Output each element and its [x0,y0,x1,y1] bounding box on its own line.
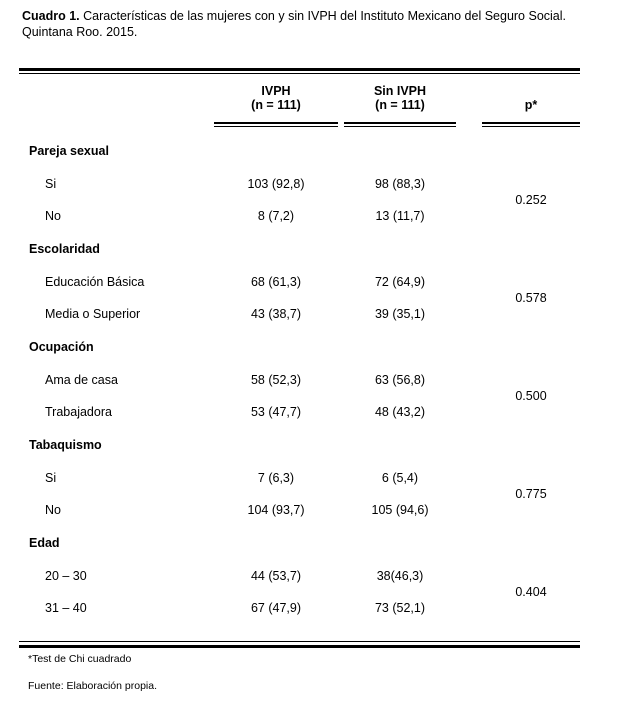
cell-ivph: 53 (47,7) [250,405,302,419]
cell-ivph: 58 (52,3) [250,373,302,387]
underline-p [482,122,580,127]
column-header-ivph-line2: (n = 111) [251,98,301,112]
cell-ivph: 67 (47,9) [250,601,302,615]
table-caption [22,8,612,40]
section-header: Pareja sexual [29,144,109,158]
cell-p-value: 0.578 [515,291,547,305]
cell-p-value: 0.252 [515,193,547,207]
cell-sin-ivph: 72 (64,9) [374,275,426,289]
row-label: Si [45,471,57,485]
column-header-sin-ivph-line2: (n = 111) [375,98,425,112]
cell-sin-ivph: 48 (43,2) [374,405,426,419]
section-edad [19,526,580,624]
section-pareja-sexual [19,134,580,232]
caption-text: Características de las mujeres con y sin IVPH del Instituto Mexicano del Seguro Social. [83,9,567,23]
cell-ivph: 103 (92,8) [247,177,305,191]
cell-sin-ivph: 105 (94,6) [371,503,429,517]
cell-sin-ivph: 13 (11,7) [375,209,425,223]
table-header-row [19,74,580,122]
caption-line2: Quintana Roo. 2015. [22,25,138,39]
caption-label: Cuadro 1. [22,9,80,23]
row-label: Si [45,177,57,191]
cell-ivph: 104 (93,7) [247,503,305,517]
statistics-table [19,68,580,648]
cell-sin-ivph: 63 (56,8) [374,373,426,387]
section-header: Tabaquismo [29,438,102,452]
caption-line1 [22,8,612,24]
section-escolaridad [19,232,580,330]
table-bottom-rule [19,641,580,648]
footnote-test: *Test de Chi cuadrado [28,653,132,665]
row-label: No [45,503,61,517]
row-label: Educación Básica [45,275,145,289]
cell-p-value: 0.775 [515,487,547,501]
row-label: Trabajadora [45,405,112,419]
column-header-ivph-line1: IVPH [261,84,291,98]
cell-ivph: 44 (53,7) [250,569,302,583]
row-label: No [45,209,61,223]
cell-sin-ivph: 98 (88,3) [374,177,426,191]
underline-sin-ivph [344,122,456,127]
column-header-sin-ivph [344,74,456,122]
header-underline-row [19,122,580,127]
underline-ivph [214,122,338,127]
cell-p-value: 0.500 [515,389,547,403]
cell-sin-ivph: 73 (52,1) [374,601,426,615]
section-header: Escolaridad [29,242,100,256]
column-header-p: p* [524,98,538,112]
column-header-ivph [214,74,338,122]
section-ocupacion [19,330,580,428]
section-tabaquismo [19,428,580,526]
cell-ivph: 8 (7,2) [257,209,295,223]
section-header: Ocupación [29,340,94,354]
document-page [0,8,636,693]
cell-ivph: 68 (61,3) [250,275,302,289]
cell-sin-ivph: 38(46,3) [376,569,424,583]
cell-ivph: 7 (6,3) [257,471,295,485]
row-label: Ama de casa [45,373,118,387]
section-header: Edad [29,536,60,550]
cell-p-value: 0.404 [515,585,547,599]
cell-sin-ivph: 39 (35,1) [374,307,426,321]
row-label: 31 – 40 [45,601,87,615]
cell-ivph: 43 (38,7) [250,307,302,321]
row-label: 20 – 30 [45,569,87,583]
cell-sin-ivph: 6 (5,4) [381,471,419,485]
footnote-source: Fuente: Elaboración propia. [28,680,157,692]
row-label: Media o Superior [45,307,141,321]
column-header-sin-ivph-line1: Sin IVPH [373,84,427,98]
